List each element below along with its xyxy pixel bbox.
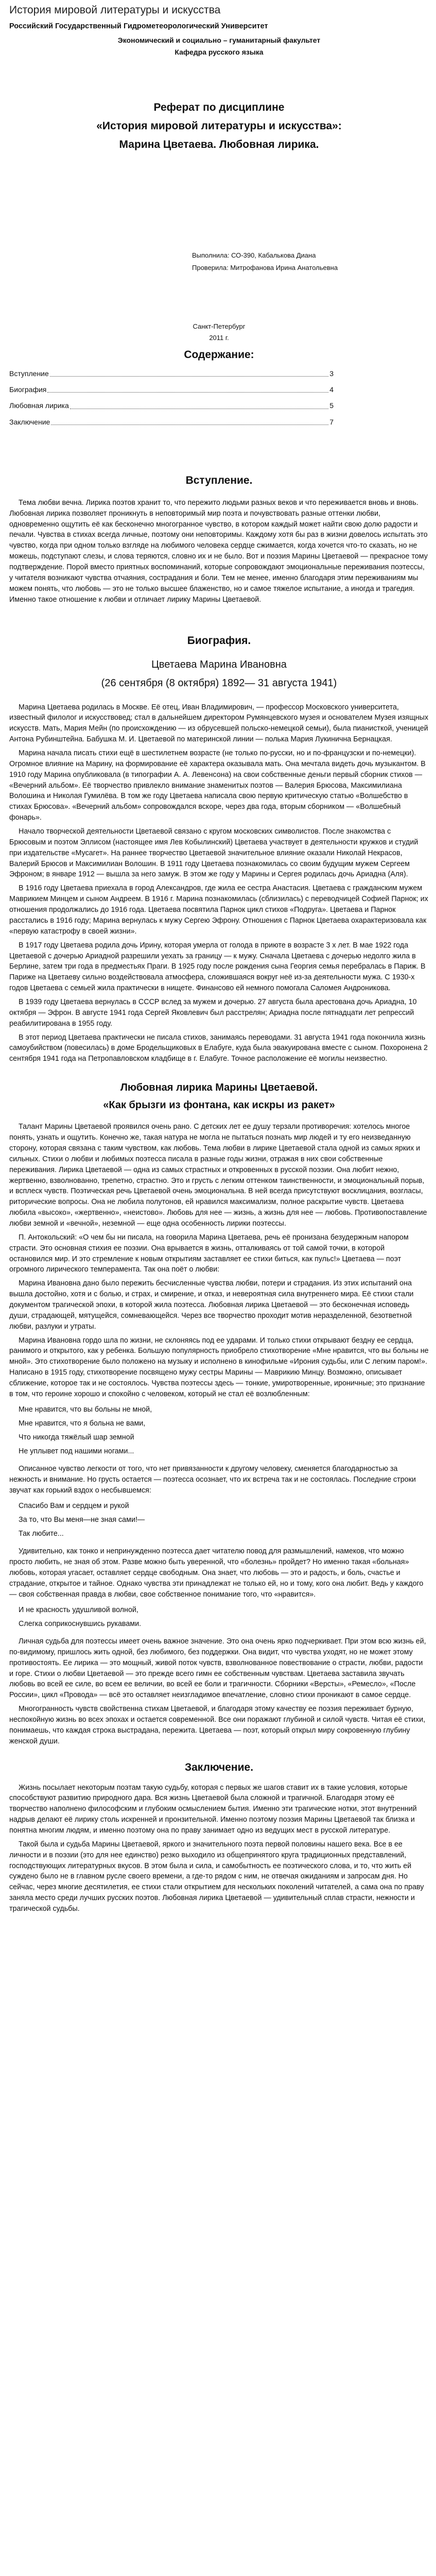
bio-paragraph: В 1917 году Цветаева родила дочь Ирину, которая умерла от голода в приюте в возрасте 3 х лет. В мае 1922 года Цветаевой с дочерью Ариадной разрешили уехать за границу — к мужу. Сначала Цветаева с дочерью недолго жила в Берлине, затем три года в предместьях Праги. В 1925 году после рождения сына Георгия семья перебралась в Париж. В Париже на Цветаеву сильно воздействовала атмосфера, сложившаяся вокруг неё из-за деятельности мужа. С 1930-х годов Цветаева с семьей жила практически в нищете. Финансово ей немного помогала Саломея Андроникова.	[9, 941, 426, 993]
bio-paragraph: В 1916 году Цветаева приехала в город Александров, где жила ее сестра Анастасия. Цветаева с гражданским мужем Маврикием Минцем и сыном Андреем. В 1916 г. Марина познакомилась (сблизилась) с переводчицей Софией Парнок; их отношения продолжались до 1916 года. Цветаева посвятила Парнок цикл стихов «Подруга». Цветаева и Парнок расстались в 1916 году; Марина вернулась к мужу Сергею Эфрону. Отношения с Парнок Цветаева охарактеризовала как «первую катастрофу в своей жизни».	[9, 884, 428, 936]
bio-paragraph: В этот период Цветаева практически не писала стихов, занимаясь переводами. 31 августа 1941 года покончила жизнь самоубийством (повесилась) в доме Бродельщиковых в Елабуге, куда была эвакуирована вместе с сыном. Похоронена 2 сентября 1941 года на Петропавловском кладбище в г. Елабуге. Точное расположение её могилы неизвестно.	[9, 1033, 428, 1063]
author-line: Выполнила: СО-390, Кабалькова Диана	[192, 251, 316, 259]
bio-dates: (26 сентября (8 октября) 1892— 31 августа 1941)	[101, 677, 337, 689]
conclusion-paragraph: Такой была и судьба Марины Цветаевой, яркого и значительного поэта первой половины нашего века. Все в ее личности и в поэзии (это для нее единство) резко выходило из общепринятого круга традиционных представлений, господствующих литературных вкусов. В этом была и сила, и самобытность ее поэтического слова, и то, что жить ей суждено было не в главном русле своего времени, а где-то рядом с ним, не отвечая ожиданиям и запросам дня. Но сейчас, через многие десятилетия, ее стихи стали открытием для нескольких поколений читателей, а сама она по праву заняла место среди лучших русских поэтов. Любовная лирика Цветаевой — удивительный сплав страсти, нежности и трагической судьбы.	[9, 1840, 424, 1913]
bio-paragraph: Марина Цветаева родилась в Москве. Её отец, Иван Владимирович, — профессор Московского университета, известный филолог и искусствовед; стал в дальнейшем директором Румянцевского музея и основателем Музея изящных искусств. Мать, Мария Мейн (по происхождению — из обрусевшей польско-немецкой семьи), была пианисткой, ученицей Антона Рубинштейна. Бабушка М. И. Цветаевой по материнской линии — полька Мария Лукинична Бернацкая.	[9, 703, 429, 744]
poem-quote	[19, 1499, 429, 1541]
lyric-paragraph: Описанное чувство легкости от того, что нет привязанности к другому человеку, сменяется благодарностью за нежность и внимание. Но грусть остается — поэтесса осознает, что их встреча так и не состоялась. Последние строки звучат как горький вздох о несбывшемся:	[9, 1465, 416, 1495]
toc-item-label: Биография	[9, 385, 47, 394]
toc-item[interactable]	[9, 401, 334, 411]
toc-leader-dots	[50, 369, 328, 377]
poem-line: Так любите...	[19, 1530, 64, 1538]
faculty-name: Экономический и социально – гуманитарный факультет	[117, 36, 321, 44]
poem-quote	[19, 1603, 429, 1631]
lyric-heading: Любовная лирика Марины Цветаевой.	[120, 1082, 318, 1094]
poem-line: Спасибо Вам и сердцем и рукой	[19, 1501, 129, 1510]
document-title: История мировой литературы и искусства	[9, 4, 221, 16]
bio-name: Цветаева Марина Ивановна	[151, 659, 287, 671]
poem-line: За то, что Вы меня—не зная сами!—	[19, 1516, 145, 1524]
reviewer-line: Проверила: Митрофанова Ирина Анатольевна	[192, 263, 338, 272]
bio-heading: Биография.	[187, 635, 251, 647]
toc-item-page: 7	[329, 417, 334, 426]
toc-item-label: Заключение	[9, 417, 50, 426]
lyric-paragraph: П. Антокольский: «О чем бы ни писала, на говорила Марина Цветаева, речь её пронизана безудержным напором страсти. Это основная стихия ее поэзии. Она врывается в жизнь, отталкиваясь от той самой точки, в которой остановился мир. И это стремление к новым открытиям заставляет ее стихи биться, как пульс!» Цветаева — поэт огромного лирического темперамента. Так она поёт о любви:	[9, 1233, 409, 1274]
toc-leader-dots	[51, 417, 328, 425]
table-of-contents	[9, 369, 429, 427]
toc-item-page: 5	[329, 401, 334, 410]
poem-line: Что никогда тяжёлый шар земной	[19, 1433, 134, 1442]
poem-quote	[19, 1403, 429, 1459]
conclusion-heading: Заключение.	[184, 1761, 254, 1773]
intro-paragraph: Тема любви вечна. Лирика поэтов хранит то, что пережито людьми разных веков и что переживается вновь и вновь. Любовная лирика позволяет проникнуть в неповторимый мир поэта и почувствовать разные оттенки любви, одновременно ощутить её как бесконечно многогранное чувство, в котором каждый может найти свою долю радости и печали. Чувства в стихах всегда личные, поэтому они неповторимы. Каждому хотя бы раз в жизни довелось испытать это чувство, когда при одном только взгляде на любимого человека сердце сжимается, когда хочется что-то сказать, но не можешь, подступают слезы, и слова теряются, словно их и не было. Вот и поэзия Марины Цветаевой — прекрасное тому подтверждение. Порой вместо приятных воспоминаний, которые сопровождают эмоциональные переживания поэтессы, у читателя возникают чувства отчаяния, сострадания и боли. Тем не менее, именно благодаря этим переживаниям мы можем понять, что любовь — это не только высшее блаженство, но и самое тяжелое испытание, а иногда и трагедия. Именно такое отношение к любви и отличает лирику Марины Цветаевой.	[9, 498, 428, 604]
department-name: Кафедра русского языка	[175, 48, 264, 57]
essay-title-line-3: Марина Цветаева. Любовная лирика.	[119, 139, 319, 151]
lyric-subheading: «Как брызги из фонтана, как искры из ракет»	[103, 1099, 335, 1111]
toc-item-label: Любовная лирика	[9, 401, 69, 410]
lyric-paragraph: Многогранность чувств свойственна стихам Цветаевой, и благодаря этому качеству ее поэзия переживает бурную, неспокойную жизнь во всех эпохах и остается современной. Все они поражают глубиной и силой чувств. Читая её стихи, понимаешь, что каждая строка выстрадана, пережита. Цветаева — поэт, который открыл миру сокровенную глубину женской души.	[9, 1705, 426, 1745]
toc-leader-dots	[70, 401, 328, 409]
bio-paragraph: В 1939 году Цветаева вернулась в СССР вслед за мужем и дочерью. 27 августа была арестована дочь Ариадна, 10 октября — Эфрон. В августе 1941 года Сергей Яковлевич был расстрелян; Ариадна после пятнадцати лет репрессий реабилитирована в 1955 году.	[9, 997, 417, 1028]
toc-item[interactable]	[9, 369, 334, 379]
lyric-paragraph: Талант Марины Цветаевой проявился очень рано. С детских лет ее душу терзали противоречия: хотелось многое понять, узнать и ощутить. Конечно же, такая натура не могла не пытаться познать мир людей и ту его неизведанную сторону, которая связана с таким чувством, как любовь. Тема любви в лирике Цветаевой стала одной из самых ярких и сильных. Стихи о любви и любимых поэтесса писала в разные годы жизни, отражая в них свои собственные переживания. Лирика Цветаевой — одна из самых страстных и откровенных в русской поэзии. Она любит нежно, жертвенно, взволнованно, трепетно, страстно. Это и грусть с легким оттенком таинственности, и эмоциональный порыв, и всплеск чувств. Поэтическая речь Цветаевой очень эмоциональна. В ней всегда присутствуют восклицания, возгласы, риторические вопросы. Она не любила полутонов, ей нравился максимализм, полное раскрытие чувств. Цветаева любила «высоко», «жертвенно», «неистово». Любовь для нее — жизнь, а жизнь для нее — любовь. Противопоставление любви земной и «вечной», неземной — еще одна особенность лирики поэтессы.	[9, 1123, 427, 1228]
lyric-paragraph: Марина Ивановна дано было пережить бесчисленные чувства любви, потери и страдания. Из этих испытаний она вышла достойно, хотя и с болью, и страх, и смирение, и отказ, и невероятная сила внутреннего мира. Её стихи стали документом трагической эпохи, в которой жила поэтесса. Любовная лирика Цветаевой — это бесконечная исповедь души, страдающей, мятущейся, сомневающейся. Через все творчество проходит мотив неразделенной, безответной любви, разлуки и утраты.	[9, 1279, 414, 1331]
essay-title-line-2: «История мировой литературы и искусства»:	[96, 120, 342, 132]
toc-title: Содержание:	[184, 348, 254, 361]
bio-paragraph: Марина начала писать стихи ещё в шестилетнем возрасте (не только по-русски, но и по-французски и по-немецки). Огромное влияние на Марину, на формирование её характера оказывала мать. Она мечтала видеть дочь музыкантом. В 1910 году Марина опубликовала (в типографии А. А. Левенсона) на свои собственные деньги первый сборник стихов — «Вечерний альбом». Её творчество привлекло внимание знаменитых поэтов — Валерия Брюсова, Максимилиана Волошина и Николая Гумилёва. В том же году Цветаева написала свою первую критическую статью «Волшебство в стихах Брюсова». «Вечерний альбом» сопровождался вскоре, через два года, вторым сборником — «Волшебный фонарь».	[9, 749, 426, 822]
spacer	[9, 156, 429, 248]
essay-title-block	[9, 100, 429, 153]
poem-line: Слегка соприкоснувшись рукавами.	[19, 1619, 142, 1628]
poem-line: И не красность удушливой волной,	[19, 1605, 138, 1614]
toc-item-label: Вступление	[9, 369, 49, 378]
lyric-paragraph: Удивительно, как тонко и непринужденно поэтесса дает читателю повод для размышлений, намеков, что можно просто любить, не зная об этом. Разве можно быть уверенной, что «болезнь» пройдет? Но именно такая «больная» любовь, которая угасает, оставляет сердце свободным. Она знает, что любовь — это и радость, и боль, счастье и страдание, открытое и тайное. Однако чувства эти принадлежат не только ей, но и тому, кого она любит. Ведь у каждого — своя собственная правда в любви, свое собственное понимание того, что «нравится».	[9, 1547, 424, 1599]
bio-paragraph: Начало творческой деятельности Цветаевой связано с кругом московских символистов. После знакомства с Брюсовым и поэтом Эллисом (настоящее имя Лев Кобылинский) Цветаева участвует в деятельности кружков и студий при издательстве «Мусагет». На раннее творчество Цветаевой значительное влияние оказали Николай Некрасов, Валерий Брюсов и Максимилиан Волошин. В 1911 году Цветаева познакомилась со своим будущим мужем Сергеем Эфроном; в январе 1912 — вышла за него замуж. В этом же году у Марины и Сергея родилась дочь Ариадна (Аля).	[9, 827, 418, 879]
toc-item-page: 3	[329, 369, 334, 378]
essay-title-line-1: Реферат по дисциплине	[153, 101, 285, 113]
year-line: 2011 г.	[209, 333, 229, 342]
poem-line: Не уплывет под нашими ногами...	[19, 1447, 134, 1456]
university-name: Российский Государственный Гидрометеорологический Университет	[9, 22, 268, 30]
toc-item[interactable]	[9, 385, 334, 395]
lyric-paragraph: Марина Ивановна гордо шла по жизни, не склоняясь под ее ударами. И только стихи открывают бездну ее сердца, ранимого и открытого, как у ребенка. Большую популярность приобрело стихотворение «Мне нравится, что вы больны не мной». Это стихотворение было положено на музыку и исполнено в кинофильме «Ирония судьбы, или С легким паром!». Написано в 1915 году, стихотворение посвящено мужу сестры Марины — Маврикию Минцу. Возможно, описывает сближение, которое так и не состоялось. Чувства поэтессы здесь — тонкие, умиротворенные, ироничные; это признание в том, что героине хорошо и спокойно с человеком, который не стал её возлюбленным:	[9, 1336, 429, 1398]
city-line: Санкт-Петербург	[193, 322, 246, 330]
toc-item[interactable]	[9, 417, 334, 427]
lyric-paragraph: Личная судьба для поэтессы имеет очень важное значение. Это она очень ярко подчеркивает. При этом всю жизнь ей, по-видимому, пришлось жить одной, без любимого, без поддержки. Она видит, что чувства уходят, но не может этому противостоять. Ее лирика — это мощный, живой поток чувств, взволнованное повествование о страсти, любви, радости и горе. Стихи о любви Цветаевой — это прежде всего гимн ее собственным чувствам. Цветаева заставила звучать любовь во всей ее силе, во всем ее величии, во всей ее боли и трагичности. Сборники «Версты», «Ремесло», «После России», цикл «Провода» — всё это оставляет неизгладимое впечатление, словно стихи проникают в самое сердце.	[9, 1637, 426, 1700]
intro-heading: Вступление.	[185, 474, 253, 486]
toc-item-page: 4	[329, 385, 334, 394]
conclusion-paragraph: Жизнь посылает некоторым поэтам такую судьбу, которая с первых же шагов ставит их в такие условия, которые способствуют развитию природного дара. Вся жизнь Цветаевой была сложной и трагичной. Благодаря этому её творчество наполнено философским и глубоким осмыслением бытия. Именно эти трагические нотки, этот внутренний надрыв делают её лирику столь искренней и пронзительной. Именно поэтому поэзия Марины Цветаевой так близка и понятна многим людям, и именно поэтому она по праву занимает одно из ведущих мест в русской литературе.	[9, 1783, 417, 1835]
poem-line: Мне нравится, что вы больны не мной,	[19, 1405, 152, 1414]
poem-line: Мне нравится, что я больна не вами,	[19, 1419, 146, 1428]
toc-leader-dots	[47, 385, 328, 393]
